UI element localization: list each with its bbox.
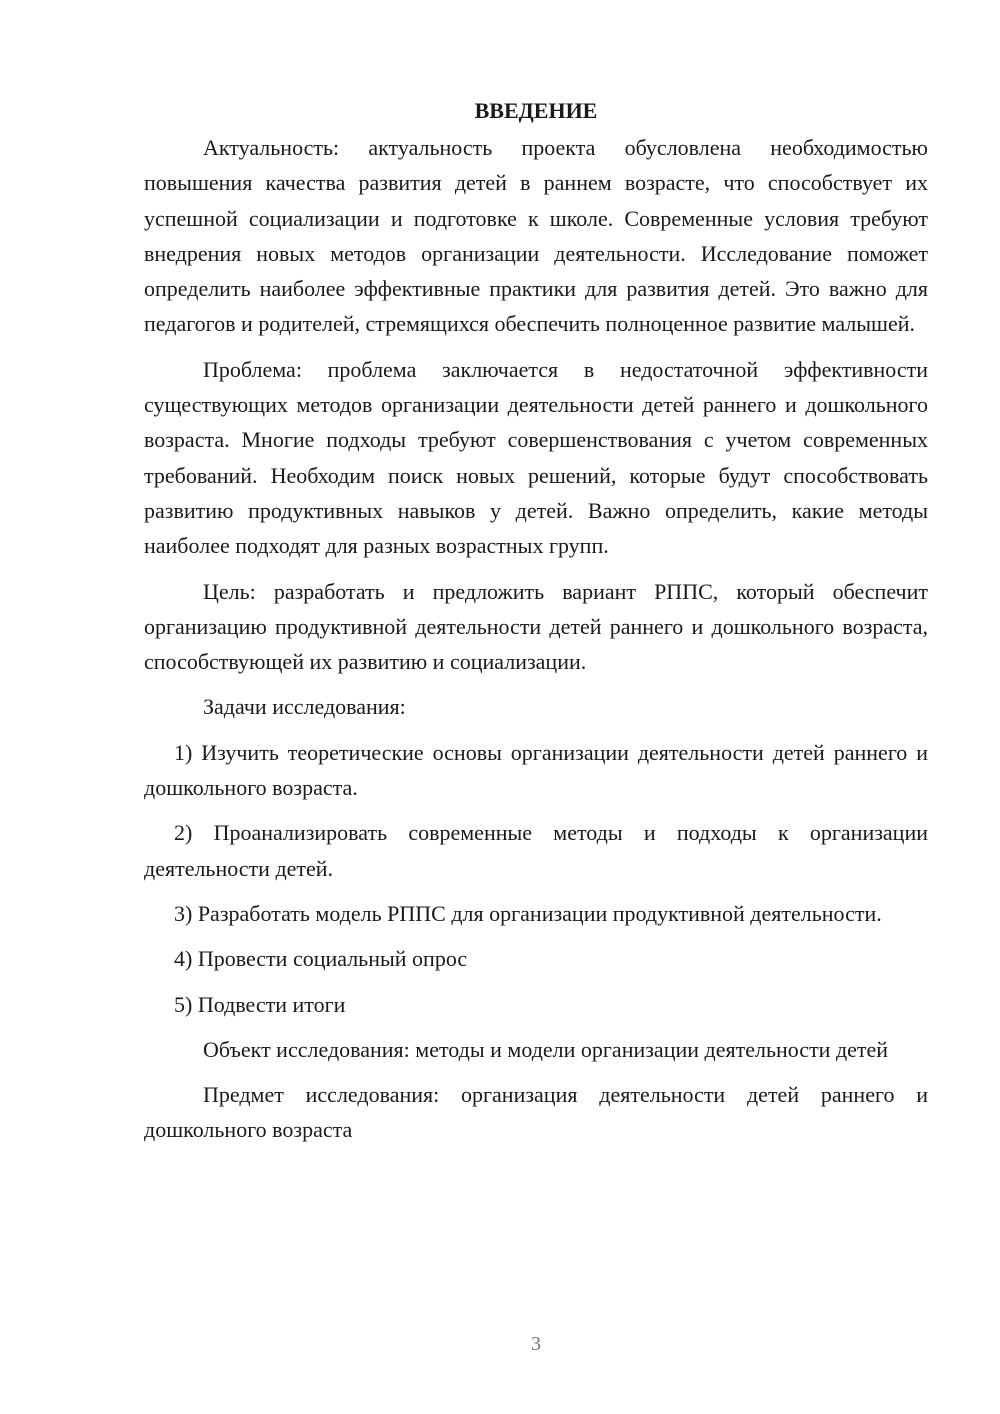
task-item-4: 4) Провести социальный опрос xyxy=(174,946,468,972)
task-item-3: 3) Разработать модель РППС для организации продуктивной деятельности. xyxy=(174,900,882,926)
page-number: 3 xyxy=(531,1333,541,1355)
paragraph-problem: Проблема: проблема заключается в недостаточной эффективности существующих методов организации деятельности детей раннего и дошкольного возраста. Многие подходы требуют совершенствования с учетом современных требований. Необходим поиск новых решений, которые будут способствовать развитию продуктивных навыков у детей. Важно определить, какие методы наиболее подходят для разных возрастных групп. xyxy=(144,356,928,559)
section-title: ВВЕДЕНИЕ xyxy=(474,98,598,123)
task-item-5: 5) Подвести итоги xyxy=(174,991,346,1017)
paragraph-subject: Предмет исследования: организация деятельности детей раннего и дошкольного возраста xyxy=(144,1082,928,1143)
page-content xyxy=(144,93,928,1158)
paragraph-goal: Цель: разработать и предложить вариант РППС, который обеспечит организацию продуктивной деятельности детей раннего и дошкольного возраста, способствующей их развитию и социализации. xyxy=(144,578,928,675)
paragraph-object: Объект исследования: методы и модели организации деятельности детей xyxy=(203,1036,889,1062)
paragraph-relevance: Актуальность: актуальность проекта обусловлена необходимостью повышения качества развития детей в раннем возрасте, что способствует их успешной социализации и подготовке к школе. Современные условия требуют внедрения новых методов организации деятельности. Исследование поможет определить наиболее эффективные практики для развития детей. Это важно для педагогов и родителей, стремящихся обеспечить полноценное развитие малышей. xyxy=(144,135,928,337)
task-item-1: 1) Изучить теоретические основы организации деятельности детей раннего и дошкольного возраста. xyxy=(144,739,928,801)
paragraph-tasks-heading: Задачи исследования: xyxy=(203,694,406,720)
task-item-2: 2) Проанализировать современные методы и подходы к организации деятельности детей. xyxy=(144,820,928,881)
